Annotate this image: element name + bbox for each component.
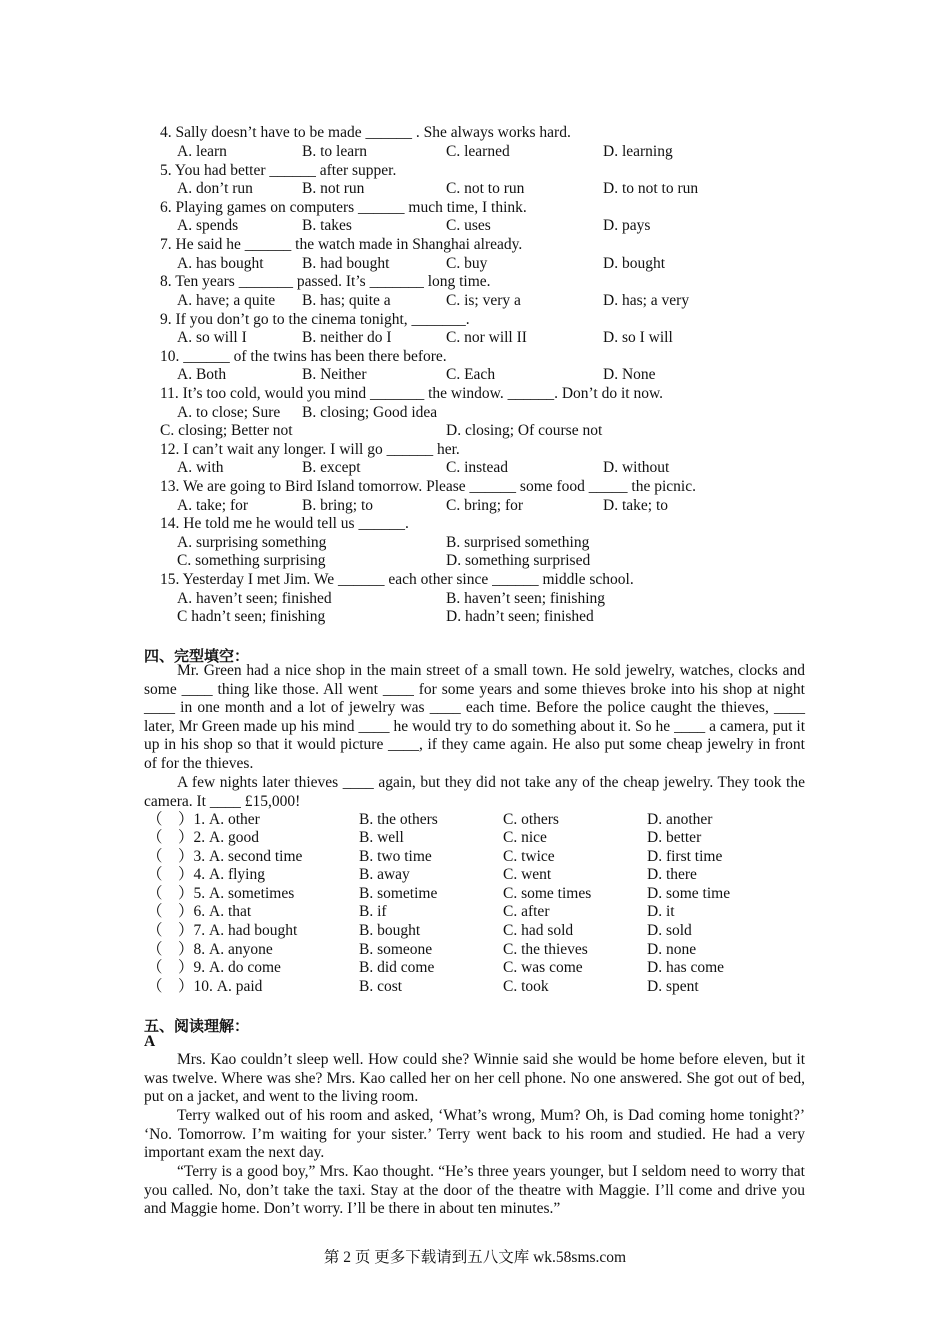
option: B. cost <box>359 978 403 995</box>
cloze-item: （ ）7. A. had bought <box>147 922 298 939</box>
option: C. closing; Better not <box>160 422 293 439</box>
option: C. not to run <box>446 180 525 197</box>
option: A. Both <box>177 366 227 383</box>
option: D. another <box>647 811 713 828</box>
option: B. takes <box>302 217 352 234</box>
option: B. neither do I <box>302 329 392 346</box>
page-footer: 第 2 页 更多下载请到五八文库 wk.58sms.com <box>323 1249 627 1266</box>
option: D. better <box>647 829 702 846</box>
option: C. the thieves <box>503 941 588 958</box>
option: D. has; a very <box>603 292 690 309</box>
option: A. spends <box>177 217 239 234</box>
option: C. Each <box>446 366 496 383</box>
option: C. nice <box>503 829 547 846</box>
option: A. so will I <box>177 329 247 346</box>
option: D. take; to <box>603 497 668 514</box>
question-10: 10. ______ of the twins has been there before. <box>160 348 447 365</box>
option: C. instead <box>446 459 508 476</box>
option: D. none <box>647 941 697 958</box>
option: C. had sold <box>503 922 574 939</box>
question-11: 11. It’s too cold, would you mind _______ the window. ______. Don’t do it now. <box>160 385 664 402</box>
option: B. bring; to <box>302 497 374 514</box>
option: B. sometime <box>359 885 438 902</box>
cloze-item: （ ）3. A. second time <box>147 848 303 865</box>
option: C. twice <box>503 848 555 865</box>
cloze-item: （ ）2. A. good <box>147 829 259 846</box>
option: C. nor will II <box>446 329 527 346</box>
option: B. the others <box>359 811 438 828</box>
option: A. don’t run <box>177 180 253 197</box>
option: A. to close; Sure <box>177 404 281 421</box>
option: B. closing; Good idea <box>302 404 438 421</box>
option: C. buy <box>446 255 488 272</box>
option: C. some times <box>503 885 592 902</box>
option: C. after <box>503 903 550 920</box>
option: D. without <box>603 459 670 476</box>
option: B. to learn <box>302 143 367 160</box>
reading-paragraph-2: Terry walked out of his room and asked, ‘What’s wrong, Mum? Oh, is Dad coming home tonight?’ ‘No. Tomorrow. I’m waiting for your sister.’ Terry went back to his room and studied. He had a very important exam the next day. <box>144 1107 805 1162</box>
question-15: 15. Yesterday I met Jim. We ______ each other since ______ middle school. <box>160 571 634 588</box>
option: A. have; a quite <box>177 292 276 309</box>
question-12: 12. I can’t wait any longer. I will go ______ her. <box>160 441 460 458</box>
option: D. bought <box>603 255 665 272</box>
option: B. someone <box>359 941 433 958</box>
option: D. first time <box>647 848 723 865</box>
option: A. haven’t seen; finished <box>177 590 332 607</box>
cloze-paragraph-1: Mr. Green had a nice shop in the main street of a small town. He sold jewelry, watches, clocks and some ____ thing like those. All went ____ for some years and some thieves broke into his shop at night ____ in one month and a lot of jewelry was ____ each time. Before the police caught the thieves, ____ later, Mr Green made up his mind ____ he would try to do something about it. So he ____ a camera, put it up in his shop so that it would picture ____, if they came again. He also put some cheap jewelry in front of for the thieves. <box>144 662 805 772</box>
option: D. there <box>647 866 697 883</box>
option: D. has come <box>647 959 725 976</box>
section-heading-reading: 五、阅读理解： <box>144 1017 250 1035</box>
option: B. haven’t seen; finishing <box>446 590 605 607</box>
cloze-item: （ ）5. A. sometimes <box>147 885 295 902</box>
option: A. with <box>177 459 224 476</box>
cloze-item: （ ）6. A. that <box>147 903 252 920</box>
option: B. two time <box>359 848 432 865</box>
option: C hadn’t seen; finishing <box>177 608 326 625</box>
passage-label: A <box>144 1033 156 1050</box>
option: B. surprised something <box>446 534 590 551</box>
question-6: 6. Playing games on computers ______ much time, I think. <box>160 199 527 216</box>
question-4: 4. Sally doesn’t have to be made ______ . She always works hard. <box>160 124 571 141</box>
option: D. so I will <box>603 329 673 346</box>
question-14: 14. He told me he would tell us ______. <box>160 515 409 532</box>
option: D. pays <box>603 217 651 234</box>
option: B. has; quite a <box>302 292 391 309</box>
option: B. bought <box>359 922 421 939</box>
option: A. learn <box>177 143 227 160</box>
option: C. others <box>503 811 559 828</box>
option: B. away <box>359 866 410 883</box>
option: D. to not to run <box>603 180 699 197</box>
cloze-item: （ ）8. A. anyone <box>147 941 273 958</box>
reading-paragraph-1: Mrs. Kao couldn’t sleep well. How could she? Winnie said she would be home before eleven, but it was twelve. Where was she? Mrs. Kao called her on her cell phone. No one answered. She got out of bed, put on a jacket, and went to the living room. <box>144 1051 805 1106</box>
section-heading-cloze: 四、完型填空： <box>144 647 250 665</box>
question-5: 5. You had better ______ after supper. <box>160 162 397 179</box>
option: A. take; for <box>177 497 249 514</box>
cloze-paragraph-2: A few nights later thieves ____ again, but they did not take any of the cheap jewelry. They took the camera. It ____ £15,000! <box>144 774 805 810</box>
option: C. went <box>503 866 552 883</box>
question-13: 13. We are going to Bird Island tomorrow. Please ______ some food _____ the picnic. <box>160 478 696 495</box>
option: B. had bought <box>302 255 390 272</box>
option: D. spent <box>647 978 699 995</box>
option: B. did come <box>359 959 435 976</box>
cloze-item: （ ）1. A. other <box>147 811 260 828</box>
question-7: 7. He said he ______ the watch made in Shanghai already. <box>160 236 523 253</box>
option: C. learned <box>446 143 510 160</box>
option: A. has bought <box>177 255 264 272</box>
option: C. took <box>503 978 549 995</box>
option: D. hadn’t seen; finished <box>446 608 594 625</box>
question-8: 8. Ten years _______ passed. It’s _______ long time. <box>160 273 491 290</box>
option: D. something surprised <box>446 552 591 569</box>
option: B. not run <box>302 180 365 197</box>
option: C. is; very a <box>446 292 521 309</box>
option: A. surprising something <box>177 534 327 551</box>
cloze-item: （ ）10. A. paid <box>147 978 263 995</box>
option: C. uses <box>446 217 491 234</box>
question-9: 9. If you don’t go to the cinema tonight, _______. <box>160 311 470 328</box>
option: B. well <box>359 829 404 846</box>
option: B. if <box>359 903 387 920</box>
reading-paragraph-3: “Terry is a good boy,” Mrs. Kao thought. “He’s three years younger, but I seldom need to worry that you called. No, don’t take the taxi. Stay at the door of the theatre with Maggie. I’ll come and drive you and Maggie home. Don’t worry. I’ll be there in about ten minutes.” <box>144 1163 805 1218</box>
option: D. learning <box>603 143 673 160</box>
option: B. except <box>302 459 361 476</box>
option: C. something surprising <box>177 552 326 569</box>
option: B. Neither <box>302 366 367 383</box>
option: D. closing; Of course not <box>446 422 603 439</box>
option: C. was come <box>503 959 583 976</box>
option: D. it <box>647 903 675 920</box>
option: D. None <box>603 366 656 383</box>
option: D. sold <box>647 922 692 939</box>
cloze-item: （ ）9. A. do come <box>147 959 281 976</box>
option: C. bring; for <box>446 497 524 514</box>
option: D. some time <box>647 885 731 902</box>
cloze-item: （ ）4. A. flying <box>147 866 265 883</box>
